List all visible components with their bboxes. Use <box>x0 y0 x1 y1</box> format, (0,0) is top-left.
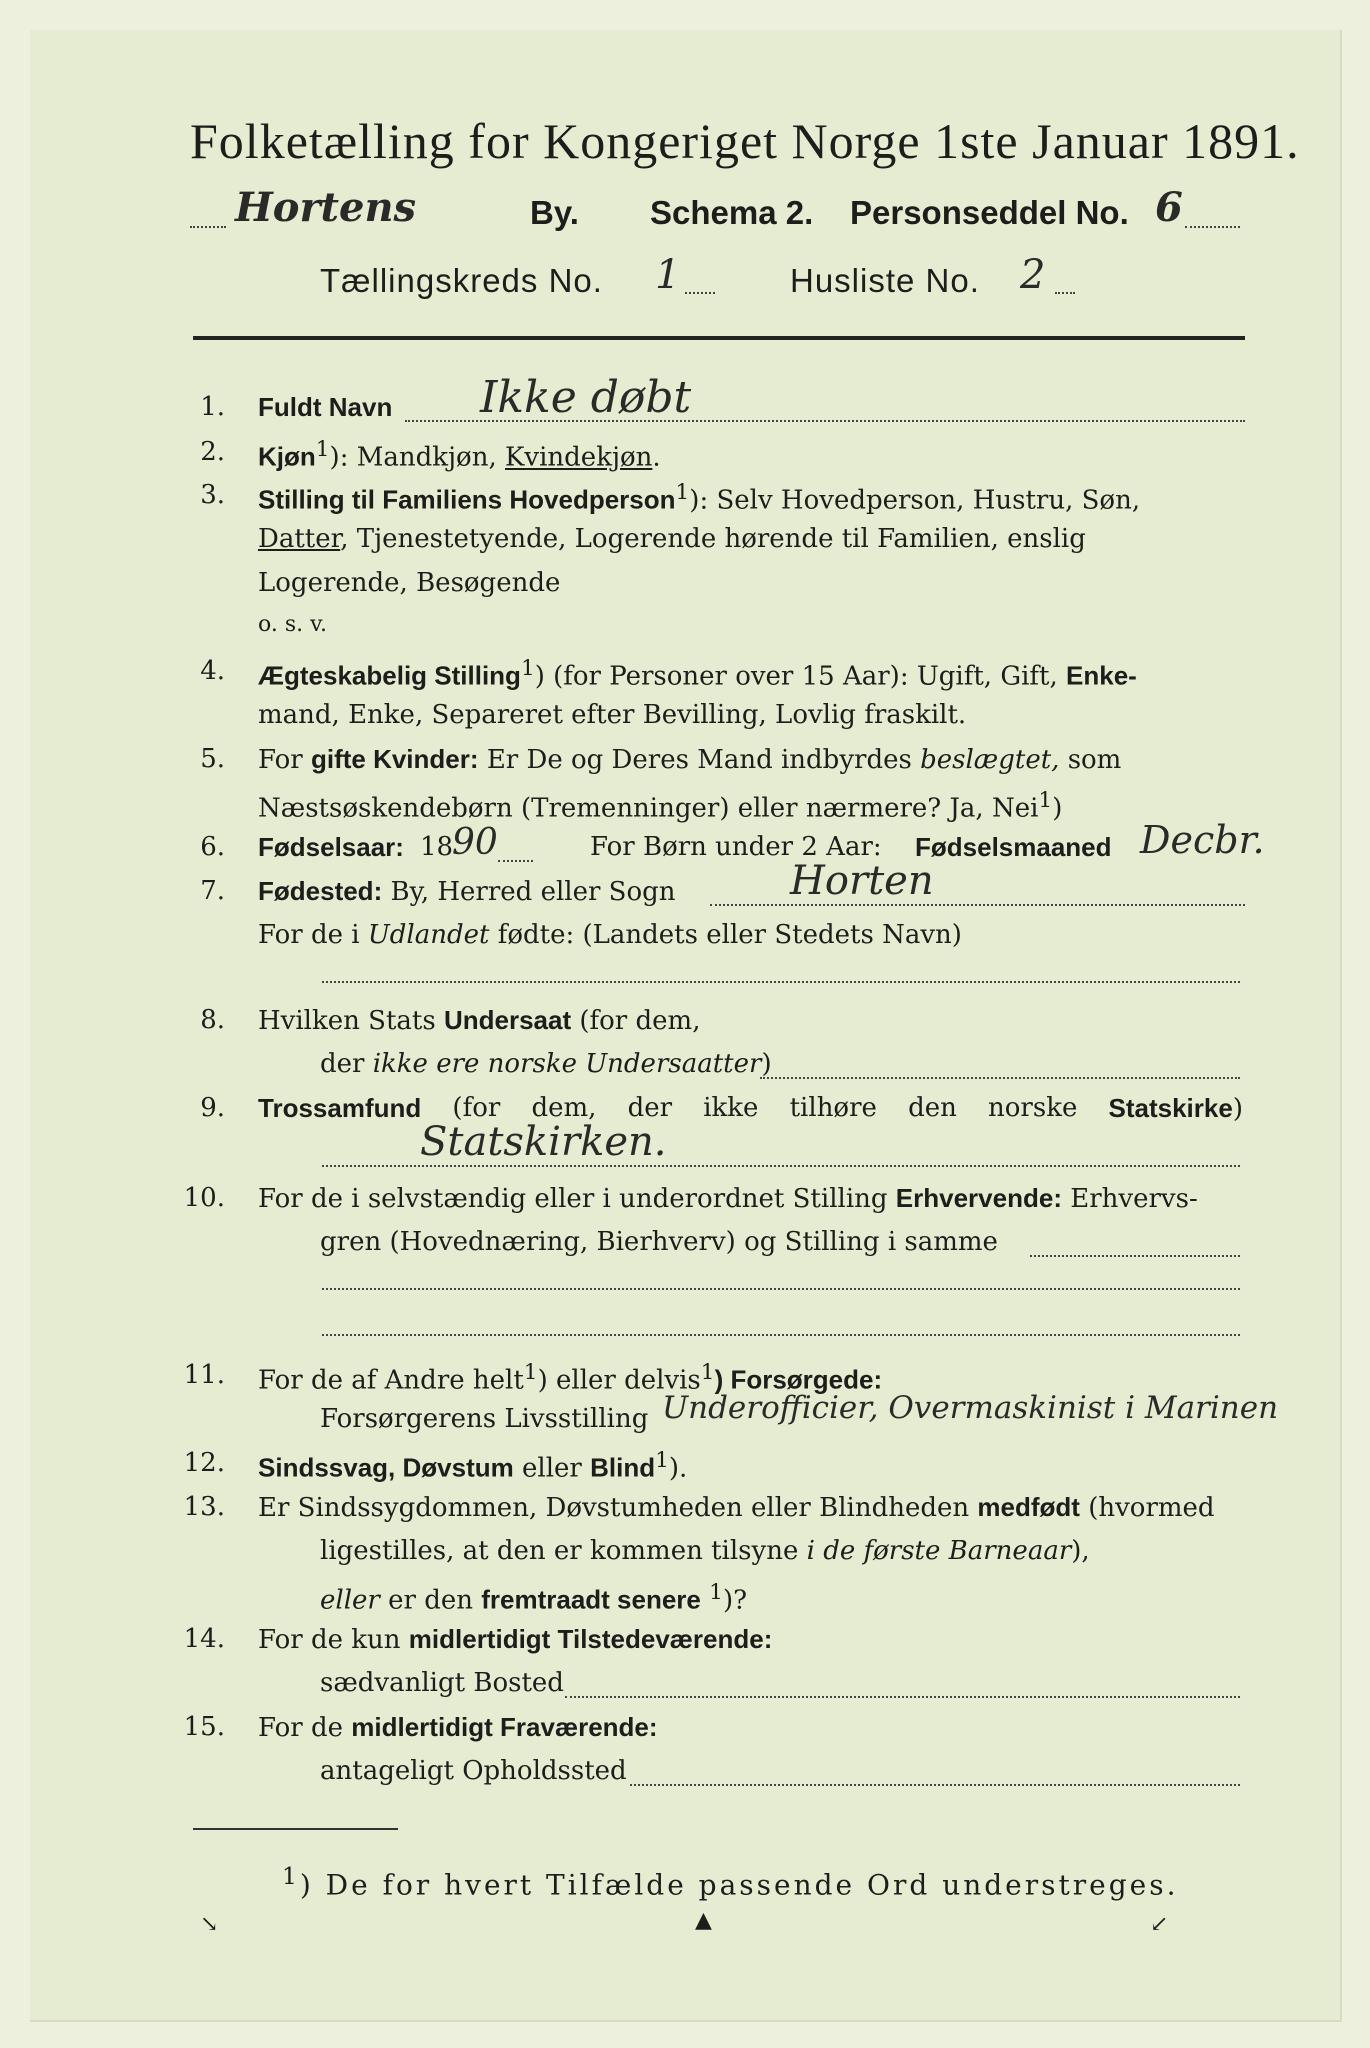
q3-line3: Logerende, Besøgende <box>258 568 561 598</box>
by-label: By. <box>530 194 579 231</box>
q13-l3-end: )? <box>722 1585 748 1616</box>
question-number: 15. <box>183 1712 225 1742</box>
q12-label1: Sindssvag, Døvstum <box>258 1452 514 1483</box>
question-number: 6. <box>200 832 225 862</box>
q9-word: der <box>627 1093 673 1123</box>
header-city-line <box>190 184 1245 240</box>
personseddel-label: Personseddel No. <box>850 194 1129 231</box>
husliste-label: Husliste No. <box>790 262 980 299</box>
q13-l2-pre: ligestilles, at den er kommen tilsyne <box>320 1536 799 1566</box>
footnote <box>282 1862 1178 1901</box>
corner-mark-center: ▲ <box>695 1908 712 1933</box>
q4-options: ) (for Personer over 15 Aar): Ugift, Gift, <box>534 661 1058 692</box>
footnote-mark: 1 <box>523 1360 538 1385</box>
q14-label: midlertidigt Tilstedeværende: <box>408 1624 773 1654</box>
footnote-text: ) De for hvert Tilfælde passende Ord understreges. <box>299 1868 1179 1902</box>
q12-end: ). <box>668 1453 688 1484</box>
question-number: 11. <box>183 1360 225 1390</box>
q13-l2-italic: i de første Barneaar <box>806 1536 1072 1566</box>
q6-month-label: Fødselsmaaned <box>915 832 1112 862</box>
q3-label: Stilling til Familiens Hovedperson <box>258 484 676 515</box>
q10-blank-line-1 <box>322 1288 1240 1290</box>
q11-answer: Underofficier, Overmaskinist i Marinen <box>662 1390 1279 1426</box>
q9-statskirke <box>1109 1093 1243 1124</box>
question-number: 2. <box>200 437 225 467</box>
q8-label: Undersaat <box>443 1005 572 1035</box>
q9-word: dem, <box>531 1093 597 1123</box>
q11-line2: Forsørgerens Livsstilling <box>320 1404 649 1434</box>
q13-l3-italic: eller <box>320 1585 380 1616</box>
footnote-mark: 1 <box>520 656 535 681</box>
q13-line3 <box>320 1580 747 1616</box>
question-number: 5. <box>200 744 225 774</box>
header-district-line <box>320 252 1120 308</box>
q8-line1 <box>258 1005 700 1036</box>
q9-word: (for <box>452 1093 501 1123</box>
q7-text: By, Herred eller Sogn <box>390 877 676 907</box>
q3-line2 <box>258 524 1086 554</box>
q1-answer: Ikke døbt <box>480 372 692 423</box>
q3-line1 <box>258 480 1140 516</box>
footnote-mark: 1 <box>709 1580 723 1605</box>
footnote-mark: 1 <box>1038 788 1053 813</box>
q9-word: norske <box>988 1093 1078 1123</box>
q11-pre: For de af Andre helt <box>258 1365 524 1396</box>
q9-word: den <box>908 1093 957 1123</box>
q9-word: ikke <box>703 1093 759 1123</box>
q5-label: gifte Kvinder: <box>310 744 479 774</box>
q11-mid: ) eller delvis <box>537 1365 701 1396</box>
q7-label: Fødested: <box>258 876 383 906</box>
q6-month: Decbr. <box>1140 818 1265 862</box>
q4-line2: mand, Enke, Separeret efter Bevilling, Lovlig fraskilt. <box>258 700 967 730</box>
q12-label2: Blind <box>590 1452 656 1483</box>
q3-options: ): Selv Hovedperson, Hustru, Søn, <box>689 485 1141 516</box>
q2-selected: Kvindekjøn <box>504 442 653 473</box>
q9-word: tilhøre <box>789 1093 877 1123</box>
question-number: 12. <box>183 1448 225 1478</box>
q15-pre: For de <box>258 1713 343 1743</box>
q9-answer: Statskirken. <box>420 1119 667 1165</box>
q9-label: Trossamfund <box>258 1093 422 1123</box>
q13-l3-mid: er den <box>388 1585 473 1616</box>
schema-label: Schema 2. <box>650 194 814 231</box>
q3-options-2: , Tjenestetyende, Logerende hørende til Familien, enslig <box>340 524 1086 554</box>
q8-rest: (for dem, <box>579 1006 701 1036</box>
q7-line1 <box>258 876 676 907</box>
question-number: 1. <box>200 392 225 422</box>
q7-l2-italic: Udlandet <box>367 920 490 950</box>
q13-line1 <box>258 1492 1215 1523</box>
q1-label: Fuldt Navn <box>258 392 393 422</box>
q8-l2-pre: der <box>320 1049 365 1079</box>
q5-italic: beslægtet, <box>920 745 1060 775</box>
question-number: 13. <box>183 1492 225 1522</box>
question-number: 9. <box>200 1093 225 1123</box>
q6-mid: For Børn under 2 Aar: <box>590 832 882 862</box>
corner-mark-left: ↘ <box>200 1912 219 1937</box>
footnote-sup: 1 <box>282 1862 300 1890</box>
q6-label: Fødselsaar: <box>258 832 404 862</box>
q4-label: Ægteskabelig Stilling <box>258 660 521 691</box>
q5-som: som <box>1067 745 1122 775</box>
q6-year-prefix: 18 <box>420 832 454 862</box>
q7-l2-pre: For de i <box>258 920 360 950</box>
q7-blank-line <box>322 981 1240 983</box>
question-number: 14. <box>183 1624 225 1654</box>
footnote-mark: 1 <box>315 437 330 462</box>
city-handwritten: Hortens <box>235 184 417 231</box>
q10-line2: gren (Hovednæring, Bierhverv) og Stilling i samme <box>320 1227 998 1257</box>
q14-line1 <box>258 1624 772 1655</box>
footnote-mark: 1 <box>675 480 690 505</box>
question-number: 10. <box>183 1183 225 1213</box>
footnote-mark: 1 <box>700 1360 715 1385</box>
q3-line4: o. s. v. <box>258 612 327 637</box>
q2-end: . <box>652 442 661 473</box>
q2-text <box>258 437 661 473</box>
q7-line2 <box>258 920 962 950</box>
personseddel-number: 6 <box>1155 184 1183 231</box>
q15-line1 <box>258 1712 658 1743</box>
q8-l2-italic: ikke ere norske Undersaatter <box>372 1049 762 1079</box>
footnote-rule <box>193 1828 398 1830</box>
q14-line2: sædvanligt Bosted <box>320 1668 564 1698</box>
q6-year: 90 <box>452 822 498 863</box>
q5-text: Er De og Deres Mand indbyrdes <box>486 745 912 775</box>
q5-pre: For <box>258 745 303 775</box>
q10-pre: For de i selvstændig eller i underordnet Stilling <box>258 1184 888 1214</box>
question-number: 8. <box>200 1005 225 1035</box>
q4-enke: Enke- <box>1066 660 1137 691</box>
q10-end: Erhvervs- <box>1070 1184 1198 1214</box>
q5-line1 <box>258 744 1121 775</box>
q9-line1 <box>258 1093 1243 1124</box>
corner-mark-right: ↙ <box>1150 1912 1169 1937</box>
taellingskreds-number: 1 <box>655 252 682 298</box>
q14-pre: For de kun <box>258 1625 401 1655</box>
q7-l2-rest: fødte: (Landets eller Stedets Navn) <box>497 920 962 950</box>
q12-mid: eller <box>522 1453 582 1484</box>
q15-label: midlertidigt Fraværende: <box>351 1712 658 1742</box>
q13-label: medfødt <box>977 1492 1080 1522</box>
q9-close: ) <box>1232 1094 1243 1124</box>
header-divider <box>193 336 1245 340</box>
q2-label: Kjøn <box>258 441 316 472</box>
question-number: 4. <box>200 656 225 686</box>
q10-label: Erhvervende: <box>895 1183 1062 1213</box>
question-number: 7. <box>200 876 225 906</box>
q7-answer: Horten <box>790 858 934 904</box>
q4-line1 <box>258 656 1137 692</box>
form-title: Folketælling for Kongeriget Norge 1ste Januar 1891. <box>190 113 1300 169</box>
q8-pre: Hvilken Stats <box>258 1006 436 1036</box>
q10-blank-line-2 <box>322 1334 1240 1336</box>
footnote-mark: 1 <box>655 1448 669 1473</box>
q9-statskirke-word: Statskirke <box>1108 1093 1233 1123</box>
q13-l3-label: fremtraadt senere <box>481 1584 701 1615</box>
q11-label: ) Forsørgede: <box>714 1364 883 1395</box>
q13-line2: ligestilles, at den er kommen tilsyne i de første Barneaar), <box>320 1536 1090 1566</box>
taellingskreds-label: Tællingskreds No. <box>320 262 603 299</box>
q3-selected: Datter <box>258 524 341 554</box>
q8-line2: der ikke ere norske Undersaatter) <box>320 1049 772 1079</box>
q15-line2: antageligt Opholdssted <box>320 1756 627 1786</box>
q10-line1 <box>258 1183 1198 1214</box>
q2-options: ): Mandkjøn, <box>329 442 505 473</box>
q13-end: (hvormed <box>1088 1493 1215 1523</box>
q12-line1 <box>258 1448 687 1484</box>
q13-pre: Er Sindssygdommen, Døvstumheden eller Blindheden <box>258 1493 970 1523</box>
question-number: 3. <box>200 480 225 510</box>
q5-line2-text: Næstsøskendebørn (Tremenninger) eller nærmere? Ja, Nei <box>258 793 1039 824</box>
q5-line2: Næstsøskendebørn (Tremenninger) eller nærmere? Ja, Nei$^1$) <box>258 788 1063 824</box>
husliste-number: 2 <box>1020 252 1047 298</box>
